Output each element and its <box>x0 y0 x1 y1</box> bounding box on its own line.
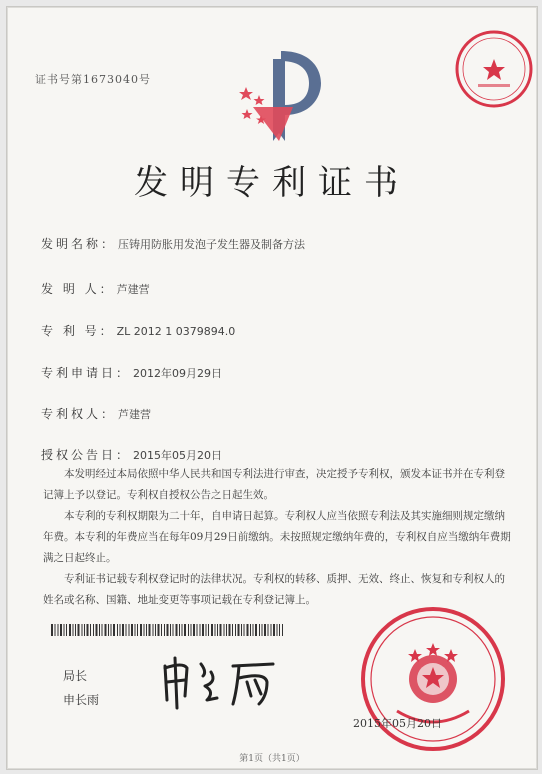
inventor-row <box>41 280 150 297</box>
filing-date-row <box>41 364 222 381</box>
grant-date-label: 授权公告日： <box>41 448 132 462</box>
patentee-value: 芦建营 <box>118 408 152 421</box>
director-name: 申长雨 <box>63 693 100 707</box>
patent-number-value: ZL 2012 1 0379894.0 <box>116 325 236 338</box>
issue-date: 2015年05月20日 <box>353 717 442 730</box>
patentee-row <box>41 405 151 422</box>
body-paragraph: 专利证书记载专利权登记时的法律状况。专利权的转移、质押、无效、终止、恢复和专利权人的姓名或名称、国籍、地址变更等事项记载在专利登记簿上。 <box>43 573 505 606</box>
director-signature <box>155 652 285 712</box>
patent-number-row <box>41 322 235 339</box>
grant-date-value: 2015年05月20日 <box>133 449 223 462</box>
certificate-page <box>6 6 538 770</box>
inventor-value: 芦建营 <box>116 283 150 296</box>
filing-date-label: 专利申请日： <box>41 366 132 380</box>
barcode <box>51 624 283 636</box>
director-title: 局长 <box>63 669 88 683</box>
invention-name-row <box>41 235 305 252</box>
invention-name-label: 发明名称： <box>41 237 117 251</box>
filing-date-value: 2012年09月29日 <box>133 367 223 380</box>
grant-date-row <box>41 446 222 463</box>
patentee-label: 专利权人： <box>41 407 117 421</box>
body-paragraph: 本专利的专利权期限为二十年，自申请日起算。专利权人应当依照专利法及其实施细则规定缴纳年费。本专利的年费应当在每年09月29日前缴纳。未按照规定缴纳年费的，专利权自应当缴纳年费期满之日起终止。 <box>43 510 511 564</box>
body-paragraph: 本发明经过本局依照中华人民共和国专利法进行审查，决定授予专利权，颁发本证书并在专利登记簿上予以登记。专利权自授权公告之日起生效。 <box>43 468 505 501</box>
certificate-title: 发明专利证书 <box>134 163 410 203</box>
patent-office-logo <box>233 45 323 145</box>
certificate-number: 证书号第1673040号 <box>35 73 151 86</box>
patent-number-label: 专 利 号： <box>41 324 115 338</box>
certificate-seal-small <box>454 29 534 109</box>
inventor-label: 发 明 人： <box>41 282 115 296</box>
certificate-body <box>43 464 511 611</box>
invention-name-value: 压铸用防胀用发泡子发生器及制备方法 <box>118 238 306 251</box>
page-number: 第1页（共1页） <box>239 754 305 764</box>
